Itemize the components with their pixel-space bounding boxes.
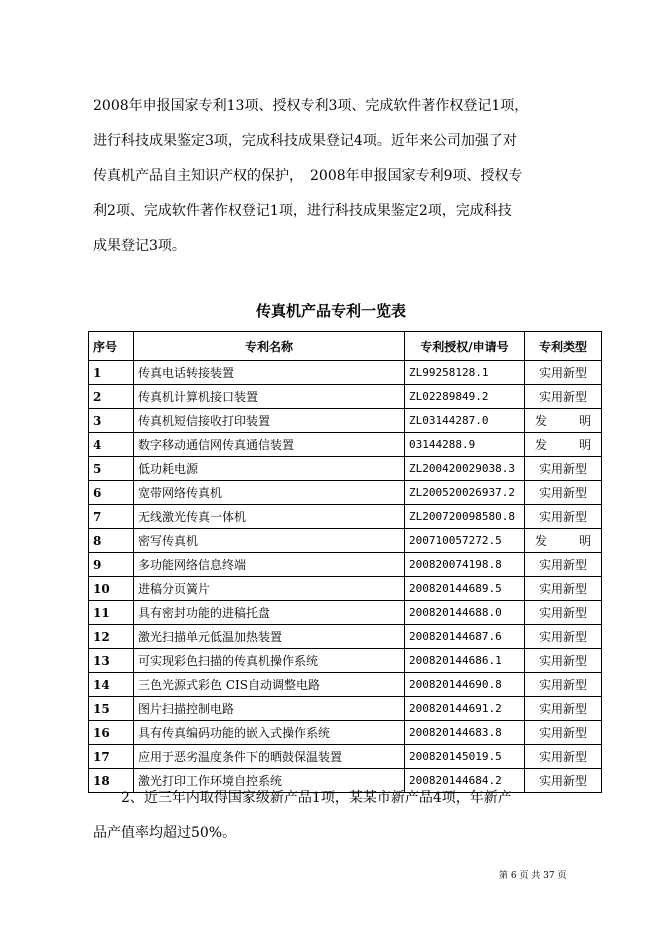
row-application-no: 200820074198.8 [405,553,525,577]
row-serial: 17 [89,745,134,769]
table-row [89,433,602,457]
table-row [89,601,602,625]
table-row [89,553,602,577]
row-serial: 14 [89,673,134,697]
row-application-no: 200820145019.5 [405,745,525,769]
row-patent-name: 传真机计算机接口装置 [134,385,405,409]
intro-line: 进行科技成果鉴定3项，完成科技成果登记4项。近年来公司加强了对 [93,133,517,149]
row-serial: 3 [89,409,134,433]
intro-line: 传真机产品自主知识产权的保护， 2008年申报国家专利9项、授权专 [93,168,523,184]
row-application-no: 200820144690.8 [405,673,525,697]
row-serial: 1 [89,361,134,385]
row-patent-name: 具有传真编码功能的嵌入式操作系统 [134,721,405,745]
table-row [89,409,602,433]
row-patent-type: 实用新型 [525,601,602,625]
row-patent-type: 发明 [525,433,602,457]
row-patent-type: 实用新型 [525,385,602,409]
row-application-no: ZL200720098580.8 [405,505,525,529]
row-serial: 16 [89,721,134,745]
row-patent-name: 多功能网络信息终端 [134,553,405,577]
row-patent-name: 激光扫描单元低温加热装置 [134,625,405,649]
row-application-no: 200820144686.1 [405,649,525,673]
row-patent-name: 数字移动通信网传真通信装置 [134,433,405,457]
header-serial: 序号 [89,332,134,361]
row-patent-name: 三色光源式彩色 CIS自动调整电路 [134,673,405,697]
table-row [89,673,602,697]
page-number: 第 6 页 共 37 页 [499,871,567,881]
row-patent-name: 应用于恶劣温度条件下的晒鼓保温装置 [134,745,405,769]
table-row [89,361,602,385]
intro-line: 成果登记3项。 [93,238,186,254]
row-patent-type: 实用新型 [525,577,602,601]
row-serial: 13 [89,649,134,673]
row-serial: 9 [89,553,134,577]
table-row [89,529,602,553]
patent-table-body [89,361,602,793]
row-patent-name: 进稿分页簧片 [134,577,405,601]
table-row [89,505,602,529]
row-patent-name: 具有密封功能的进稿托盘 [134,601,405,625]
table-header-row [89,332,602,361]
table-row [89,625,602,649]
row-application-no: 03144288.9 [405,433,525,457]
intro-paragraph [93,89,593,264]
row-patent-type: 实用新型 [525,745,602,769]
row-serial: 5 [89,457,134,481]
patent-table [88,331,602,793]
row-serial: 15 [89,697,134,721]
row-patent-type: 实用新型 [525,697,602,721]
row-patent-name: 激光打印工作环境自控系统 [134,769,405,793]
row-patent-type: 发明 [525,529,602,553]
header-patent-name: 专利名称 [134,332,405,361]
row-patent-type: 实用新型 [525,361,602,385]
row-patent-type: 实用新型 [525,625,602,649]
table-title: 传真机产品专利一览表 [255,302,406,320]
table-row [89,577,602,601]
row-patent-type: 实用新型 [525,649,602,673]
row-application-no: 200820144689.5 [405,577,525,601]
intro-line: 利2项、完成软件著作权登记1项，进行科技成果鉴定2项，完成科技 [93,203,512,219]
row-patent-type: 实用新型 [525,505,602,529]
header-application-no: 专利授权/申请号 [405,332,525,361]
table-row [89,649,602,673]
row-serial: 4 [89,433,134,457]
table-row [89,745,602,769]
row-patent-name: 宽带网络传真机 [134,481,405,505]
row-serial: 11 [89,601,134,625]
row-application-no: 200710057272.5 [405,529,525,553]
row-patent-name: 传真机短信接收打印装置 [134,409,405,433]
row-serial: 18 [89,769,134,793]
row-application-no: ZL200420029038.3 [405,457,525,481]
row-patent-name: 低功耗电源 [134,457,405,481]
row-serial: 8 [89,529,134,553]
row-application-no: 200820144684.2 [405,769,525,793]
row-patent-name: 传真电话转接装置 [134,361,405,385]
row-serial: 7 [89,505,134,529]
table-row [89,697,602,721]
row-patent-name: 密写传真机 [134,529,405,553]
row-patent-name: 可实现彩色扫描的传真机操作系统 [134,649,405,673]
row-application-no: ZL99258128.1 [405,361,525,385]
row-serial: 2 [89,385,134,409]
row-application-no: 200820144687.6 [405,625,525,649]
row-patent-type: 实用新型 [525,769,602,793]
intro-line: 2008年申报国家专利13项、授权专利3项、完成软件著作权登记1项， [93,98,529,114]
row-patent-type: 发明 [525,409,602,433]
row-serial: 6 [89,481,134,505]
table-row [89,385,602,409]
row-application-no: ZL200520026937.2 [405,481,525,505]
row-application-no: ZL03144287.0 [405,409,525,433]
row-patent-type: 实用新型 [525,673,602,697]
row-patent-name: 无线激光传真一体机 [134,505,405,529]
row-patent-type: 实用新型 [525,553,602,577]
row-patent-type: 实用新型 [525,481,602,505]
closing-paragraph [93,781,593,851]
row-patent-type: 实用新型 [525,721,602,745]
row-patent-type: 实用新型 [525,457,602,481]
table-row [89,457,602,481]
header-patent-type: 专利类型 [525,332,602,361]
closing-line: 2、近三年内取得国家级新产品1项，某某市新产品4项，年新产 [93,790,512,806]
row-patent-name: 图片扫描控制电路 [134,697,405,721]
row-application-no: 200820144688.0 [405,601,525,625]
row-application-no: 200820144691.2 [405,697,525,721]
row-application-no: ZL02289849.2 [405,385,525,409]
row-serial: 10 [89,577,134,601]
table-row [89,481,602,505]
closing-line: 品产值率均超过50%。 [93,825,237,841]
row-serial: 12 [89,625,134,649]
row-application-no: 200820144683.8 [405,721,525,745]
table-row [89,721,602,745]
